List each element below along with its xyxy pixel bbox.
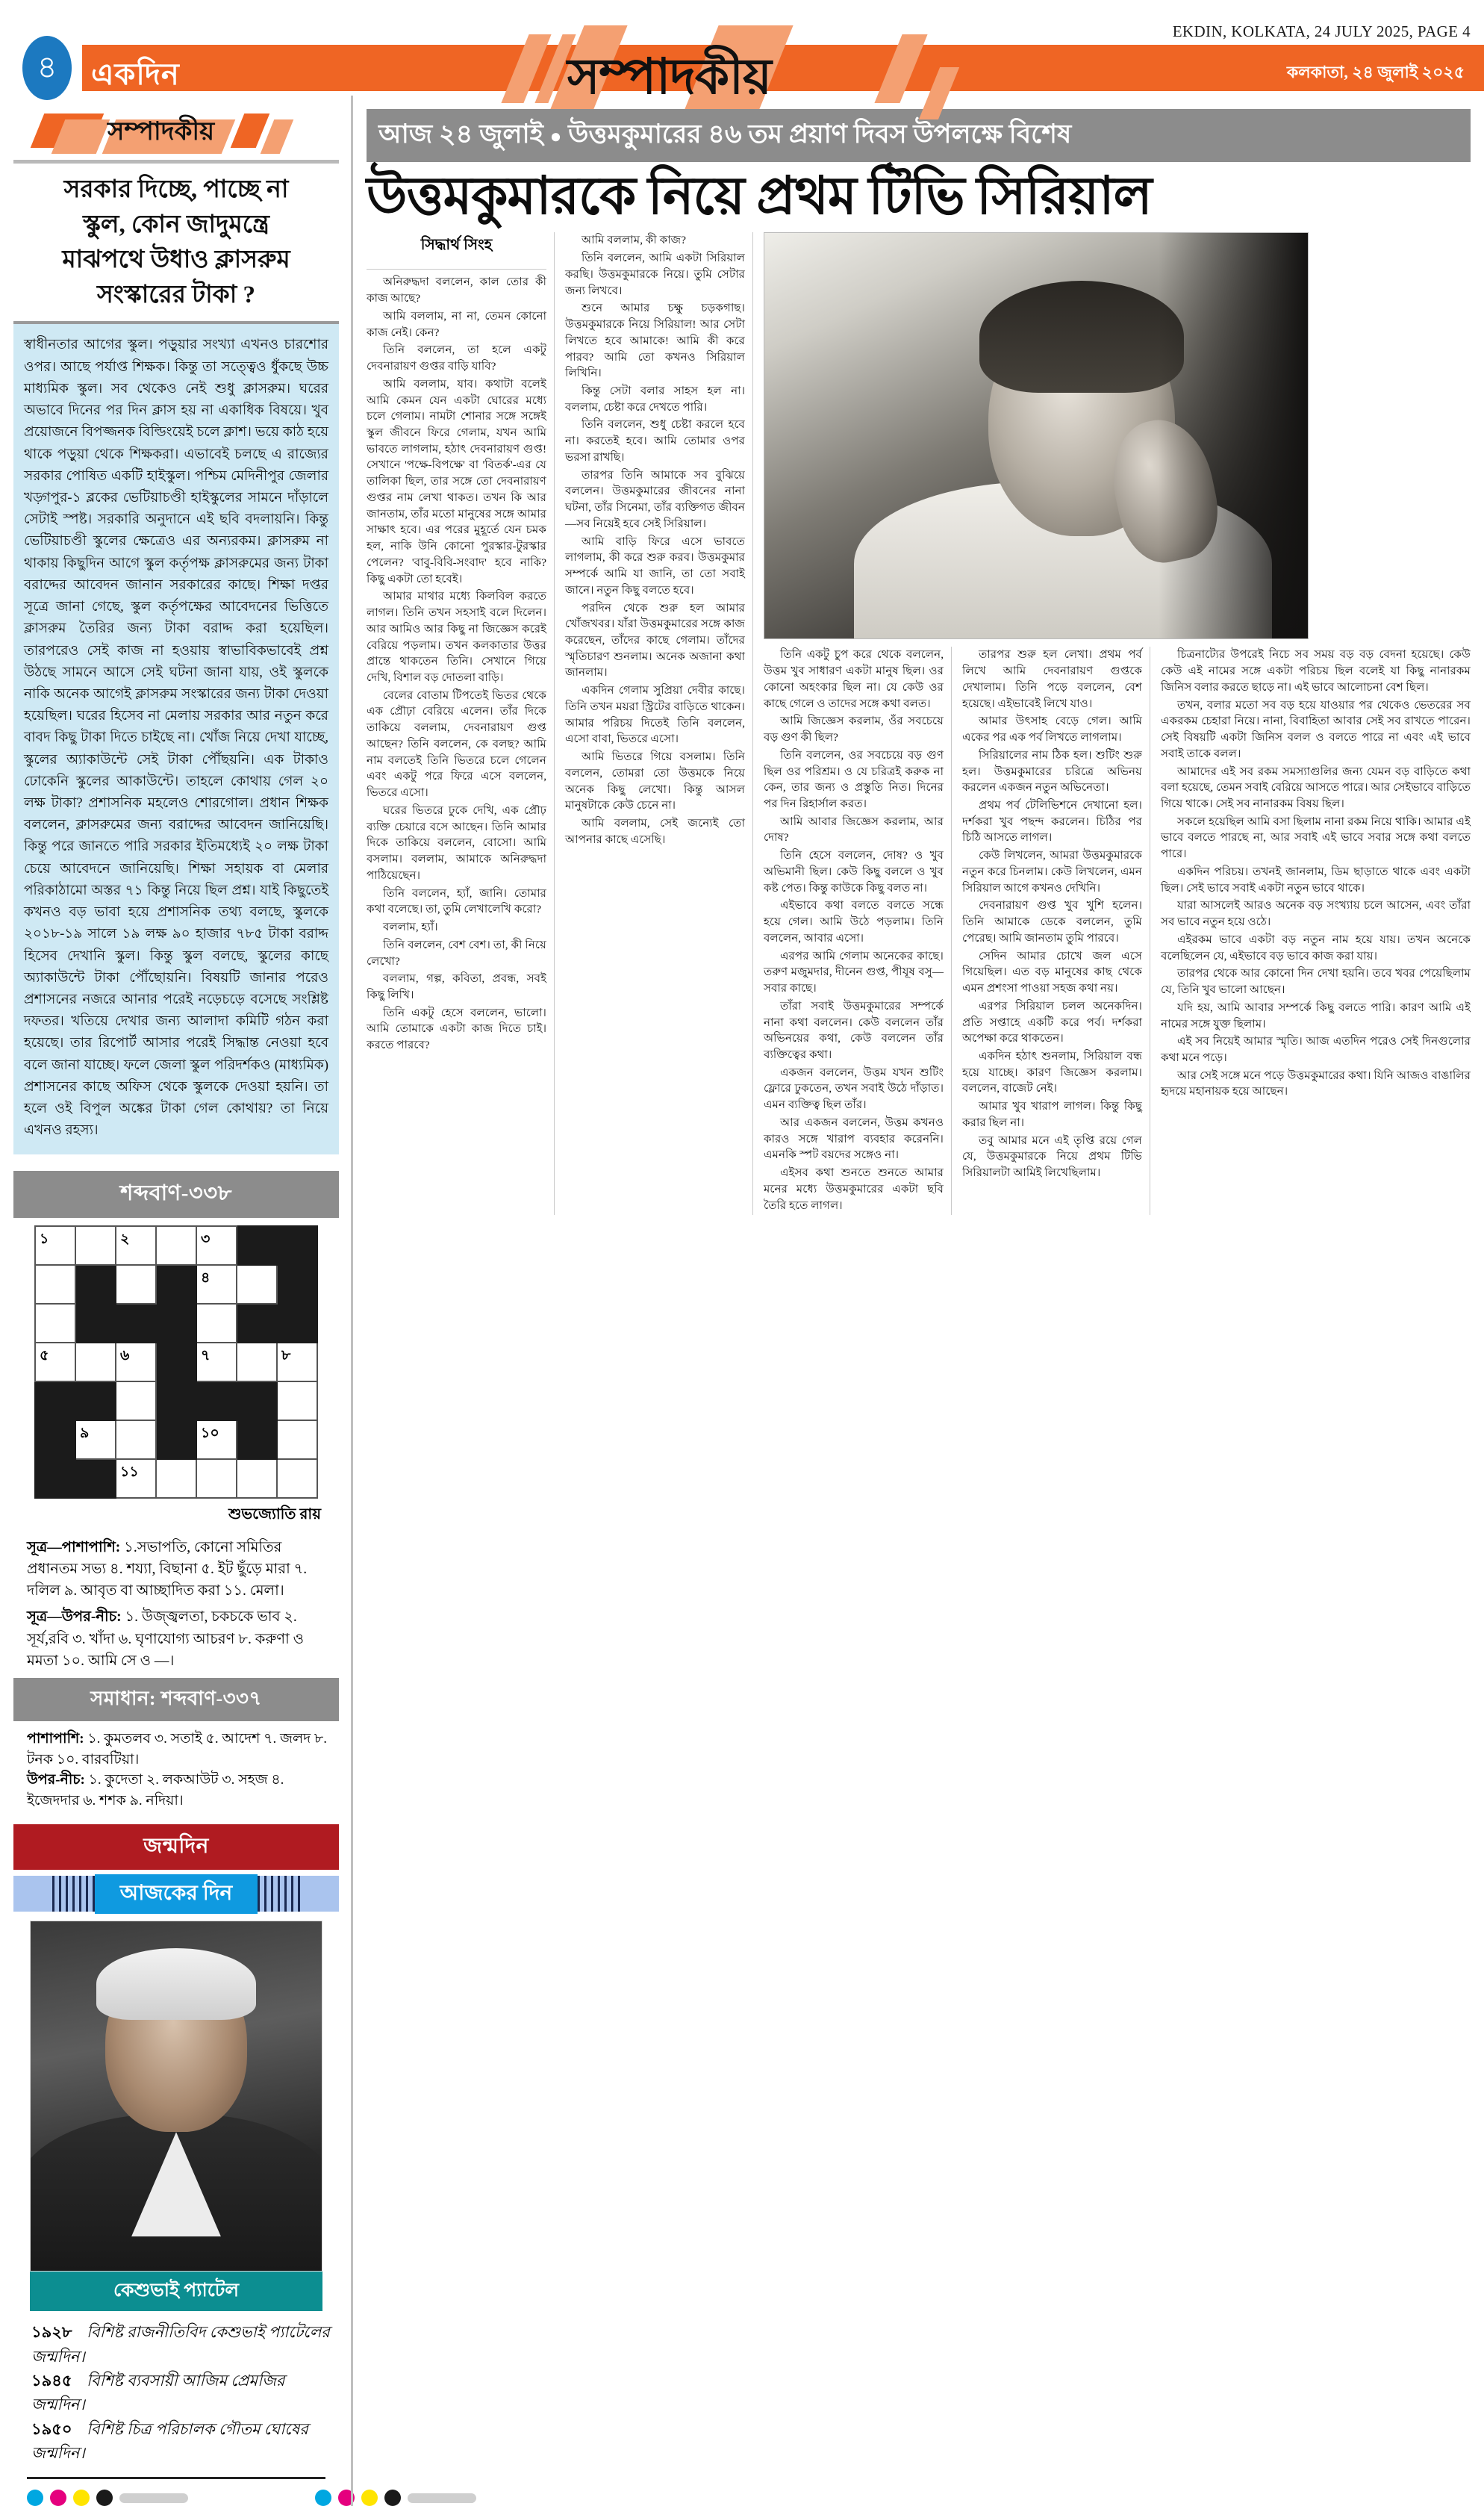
article-paragraph: তিনি বললেন, শুধু চেষ্টা করলে হবে না। করতেই হবে। আমি তোমার ওপর ভরসা রাখছি।	[565, 418, 745, 464]
editorial-headline-line-1: সরকার দিচ্ছে, পাচ্ছে না	[63, 176, 289, 203]
article-paragraph: আমি বললাম, যাব। কথাটা বলেই আমি কেমন যেন একটা ঘোরের মধ্যে চলে গেলাম। নামটা শোনার সঙ্গে সঙ্গেই স্কুল জীবনে ফিরে গেলাম, যখন আমি ভাবতে লাগলাম, হঠাৎ দেবনারায়ণ গুপ্ত! সেখানে 'পক্ষে-বিপক্ষে' বা 'বিতর্ক'-এর যে তালিকা ছিল, তার সঙ্গে তো দেবনারায়ণ গুপ্তর নাম লেখা থাকত। তখন কি আর জানতাম, তাঁর মতো মানুষের সঙ্গে আমার সাক্ষাৎ হবে। এর পরের মুহূর্তে যেন চমক হল, নাকি উনি কোনো পুরস্কার-টুরস্কার পেলেন? 'বাবু-বিবি-সংবাদ' হবে নাকি? কিছু একটা তো হবেই।	[367, 377, 546, 585]
crossword-row	[35, 1304, 317, 1343]
article-paragraph: আমি বাড়ি ফিরে এসে ভাবতে লাগলাম, কী করে শুরু করব। উত্তমকুমার সম্পর্কে আমি যা জানি, তা তো সবাই জানে। নতুন কিছু বলতে হবে।	[565, 535, 745, 597]
article-column-2	[565, 232, 753, 1215]
editorial-headline-line-3: মাঝপথে উধাও ক্লাসরুম	[62, 246, 290, 273]
article-paragraph: সকলে হয়েছিল আমি বসা ছিলাম নানা রকম নিয়ে থাকি। আমার এই ভাবে বলতে পারছে না, আর সবাই এই ভাবে সবার সঙ্গে কথা বলতে পারে।	[1161, 815, 1471, 861]
crossword-cell-number	[278, 1460, 317, 1461]
magenta-dot-icon	[50, 2490, 66, 2506]
article-paragraph: আমি বললাম, কী কাজ?	[582, 234, 686, 247]
crossword-cell[interactable]	[196, 1226, 237, 1265]
crossword-cell-blocked	[116, 1304, 156, 1343]
section-title: সম্পাদকীয়	[567, 50, 771, 105]
portrait-hair	[96, 1948, 256, 2020]
article-paragraph: আমার মাথার মধ্যে কিলবিল করতে লাগল। তিনি তখন সহসাই বলে দিলেন। আর আমিও আর কিছু না জিজ্ঞেস করেই বেরিয়ে পড়লাম। তখন কলকাতার উত্তর প্রান্তে থাকতেন তিনি। সেখানে গিয়ে দেখি, বিশাল বড় দোতলা বাড়ি।	[367, 590, 546, 685]
birthday-entry-text: বিশিষ্ট রাজনীতিবিদ কেশুভাই প্যাটেলের জন্মদিন।	[31, 2323, 330, 2366]
article-paragraph: তিনি একটু চুপ করে থেকে বললেন, উত্তম খুব সাধারণ একটা মানুষ ছিল। ওর কোনো অহংকার ছিল না। যে কেউ ওর কাছে গেলে ও তাদের সঙ্গে কথা বলত।	[764, 648, 944, 710]
crossword-cell-number: ২	[120, 1231, 130, 1247]
article-column-4-text	[962, 647, 1142, 1181]
clues-down-label: সূত্র—উপর-নীচ:	[27, 1609, 122, 1626]
article-paragraph: আমি আবার জিজ্ঞেস করলাম, আর দোষ?	[764, 815, 944, 845]
birthday-entry	[31, 2320, 331, 2369]
article-paragraph: প্রথম পর্ব টেলিভিশনে দেখানো হল। দর্শকরা খুব পছন্দ করলেন। চিঠির পর চিঠি আসতে লাগল।	[962, 799, 1142, 845]
article-paragraph: তারপর শুরু হল লেখা। প্রথম পর্ব লিখে আমি দেবনারায়ণ গুপ্তকে দেখালাম। তিনি পড়ে বললেন, বেশ হয়েছে। এইভাবেই লিখে যাও।	[962, 648, 1142, 710]
feature-headline: উত্তমকুমারকে নিয়ে প্রথম টিভি সিরিয়াল	[367, 168, 1152, 226]
feature-kicker	[367, 109, 1471, 162]
article-paragraph: পরদিন থেকে শুরু হল আমার খোঁজখবর। যাঁরা উত্তমকুমারের সঙ্গে কাজ করেছেন, তাঁদের কাছে গেলাম। তাঁদের স্মৃতিচারণ শুনলাম। অনেক অজানা কথা জানলাম।	[565, 601, 745, 680]
byline-rule	[367, 269, 546, 270]
article-paragraph: তিনি বললেন, ওর সবচেয়ে বড় গুণ ছিল ওর পরিশ্রম। ও যে চরিত্রই করুক না কেন, তার জন্য ও প্রস্তুতি নিত। দিনের পর দিন রিহার্সাল করত।	[764, 748, 944, 810]
solution-title-bar: সমাধান: শব্দবাণ-৩৩৭	[13, 1678, 339, 1721]
crossword-cell-number: ৮	[281, 1347, 291, 1364]
article-column-3	[764, 647, 952, 1215]
crossword-cell-number	[278, 1421, 317, 1423]
crossword-cell-blocked	[156, 1420, 196, 1459]
crossword-cell-number	[197, 1460, 236, 1461]
article-paragraph: আর একজন বললেন, উত্তম কখনও কারও সঙ্গে খারাপ ব্যবহার করেননি। এমনকি স্পট বয়দের সঙ্গেও না।	[764, 1116, 944, 1162]
crossword-cell-blocked	[35, 1420, 75, 1459]
crossword-cell-number: ১১	[120, 1464, 139, 1480]
crossword-row	[35, 1226, 317, 1265]
article-paragraph: তখন, বলার মতো সব বড় হয়ে যাওয়ার পর থেকেও ভেতরের সব একরকম চেহারা নিয়ে। নানা, বিবাহিতা আবার সেই সব রাখতে পারেন। সেই বিষয়টি একটা জিনিস বলল ও বলতে পারে না এবং এই ভাবে সবাই তাকে বলল।	[1161, 698, 1471, 760]
page-body	[0, 96, 1484, 2506]
crossword-cell-blocked	[156, 1304, 196, 1343]
masthead-orange-bar	[82, 45, 1484, 91]
article-paragraph: তিনি বললেন, তা হলে একটু দেবনারায়ণ গুপ্তর বাড়ি যাবি?	[367, 343, 546, 373]
article-right-block	[764, 232, 1471, 1215]
crossword-cell-number: ৩	[201, 1231, 211, 1247]
kicker-rest: উত্তমকুমারের ৪৬ তম প্রয়াণ দিবস উপলক্ষে বিশেষ	[568, 119, 1072, 149]
crossword-cell[interactable]	[75, 1420, 116, 1459]
page-number-badge	[22, 36, 72, 100]
crossword-cell[interactable]	[75, 1226, 116, 1265]
crossword-cell[interactable]	[116, 1265, 156, 1304]
crossword-row	[35, 1381, 317, 1420]
crossword-cell-number	[76, 1343, 115, 1345]
crossword-cell-number	[36, 1305, 75, 1306]
clues-across-text: ১.সভাপতি, কোনো সমিতির প্রধানতম সভ্য ৪. শয্যা, বিছানা ৫. ইট ছুঁড়ে মারা ৭. দলিল ৯. আবৃত বা আচ্ছাদিত করা ১১. মেলা।	[27, 1539, 308, 1599]
article-columns	[367, 232, 1471, 1215]
crossword-cell-blocked	[237, 1420, 277, 1459]
crossword-cell-blocked	[156, 1343, 196, 1381]
crossword-cell-number	[116, 1382, 155, 1384]
article-paragraph: আমাদের এই সব রকম সমস্যাগুলির জন্য যেমন বড় বাড়িতে কথা বলা হয়েছে, তেমন সবাই বেরিয়ে আসতে পারে। আর সেইভাবে বাড়িতে গিয়ে থাকে। সেই সব নানারকম বিষয় ছিল।	[1161, 765, 1471, 810]
yellow-dot-icon	[73, 2490, 90, 2506]
crossword-cell[interactable]	[116, 1381, 156, 1420]
article-column-5	[1161, 647, 1471, 1215]
birthday-entry	[31, 2369, 331, 2417]
article-paragraph: বললাম, গল্প, কবিতা, প্রবন্ধ, সবই কিছু লিখি।	[367, 972, 546, 1001]
crossword-cell-number: ৭	[201, 1347, 211, 1364]
crossword-cell-blocked	[237, 1381, 277, 1420]
clues-across-label: সূত্র—পাশাপাশি:	[27, 1539, 121, 1555]
article-lower-columns	[764, 647, 1471, 1215]
crossword-row	[35, 1343, 317, 1381]
article-paragraph: কিন্তু সেটা বলার সাহস হল না। বললাম, চেষ্টা করে দেখতে পারি।	[565, 385, 745, 414]
solution-down	[27, 1770, 333, 1811]
crossword-cell[interactable]	[277, 1381, 317, 1420]
article-paragraph: চিত্রনাট্যের উপরেই নিচে সব সময় বড় বড় বেদনা হয়েছে। কেউ কেউ এই নামের সঙ্গে একটা পরিচয় ছিল বলেই যা কিছু নানারকম জিনিস বলার করতে ছাড়ে না। এই ভাবে আলোচনা বেশ ছিল।	[1161, 648, 1471, 694]
article-paragraph: একজন বললেন, উত্তম যখন শুটিং ফ্লোরে ঢুকতেন, তখন সবাই উঠে দাঁড়াত। এমন ব্যক্তিত্ব ছিল তাঁর।	[764, 1066, 944, 1112]
birthday-entry-text: বিশিষ্ট চিত্র পরিচালক গৌতম ঘোষের জন্মদিন।	[31, 2419, 308, 2462]
crossword-cell-number	[116, 1421, 155, 1423]
article-paragraph: একদিন পরিচয়। তখনই জানলাম, ডিম ছাড়াতে থাকে এবং একটা ছিল। সেই ভাবে সবাই একটা নতুন ভাবে থাকে।	[1161, 865, 1471, 895]
crossword-title-bar: শব্দবাণ-৩৩৮	[13, 1171, 339, 1218]
today-label: আজকের দিন	[95, 1874, 258, 1914]
today-strip	[13, 1876, 339, 1912]
crossword-cell[interactable]	[75, 1343, 116, 1381]
crossword-cell[interactable]	[277, 1420, 317, 1459]
article-column-4	[962, 647, 1150, 1215]
article-paragraph: বললাম, হ্যাঁ।	[383, 921, 438, 934]
solution-across-label: পাশাপাশি:	[27, 1731, 84, 1747]
crossword-cell[interactable]	[196, 1343, 237, 1381]
article-paragraph: ঘরের ভিতরে ঢুকে দেখি, এক প্রৌঢ় ব্যক্তি চেয়ারে বসে আছেন। তিনি আমার দিকে তাকিয়ে বললেন, বোসো। আমি বসলাম। বললাম, আমাকে অনিরুদ্ধদা পাঠিয়েছেন।	[367, 803, 546, 882]
editorial-banner-label: সম্পাদকীয়	[107, 118, 215, 146]
birthday-entry-year: ১৯৪৫	[31, 2371, 72, 2390]
article-paragraph: আমি জিজ্ঞেস করলাম, ওঁর সবচেয়ে বড় গুণ কী ছিল?	[764, 715, 944, 744]
article-paragraph: সিরিয়ালের নাম ঠিক হল। শুটিং শুরু হল। উত্তমকুমারের চরিত্রে অভিনয় করলেন একজন নতুন অভিনেতা।	[962, 748, 1142, 795]
solution-across-text: ১. কুমতলব ৩. সতাই ৫. আদেশ ৭. জলদ ৮. টনক ১০. বারবটিয়া।	[27, 1731, 327, 1767]
clues-down-text: ১. উজ্জ্বলতা, চকচকে ভাব ২. সূর্য,রবি ৩. খাঁদা ৬. ঘৃণাযোগ্য আচরণ ৮. করুণা ও মমতা ১০. আমি সে ও —।	[27, 1609, 304, 1669]
article-paragraph: একদিন হঠাৎ শুনলাম, সিরিয়াল বন্ধ হয়ে যাচ্ছে। কারণ জিজ্ঞেস করলাম। বললেন, বাজেট নেই।	[962, 1050, 1142, 1095]
editorial-headline-line-2: স্কুল, কোন জাদুমন্ত্রে	[83, 211, 269, 238]
birthday-entry-year: ১৯৫০	[31, 2419, 72, 2438]
editorial-body-box: স্বাধীনতার আগের স্কুল। পড়ুয়ার সংখ্যা এখনও চারশোর ওপর। আছে পর্যাপ্ত শিক্ষক। কিন্তু তা সত্ত্বেও ধুঁকছে উচ্চ মাধ্যমিক স্কুল। সব থেকেও নেই শুধু ক্লাসরুম। ঘরের অভাবে দিনের পর দিন ক্লাস হয় না একাধিক বিষয়ে। খুব প্রয়োজনে বিপজ্জনক বিল্ডিংয়েই চলে ক্লাশ। ভয়ে কাঠ হয়ে থাকে পড়ুয়া থেকে শিক্ষকরা। এভাবেই চলছে এ রাজ্যের সরকার পোষিত একটি হাইস্কুল। পশ্চিম মেদিনীপুর জেলার খড়্গপুর-১ ব্লকের ভেটিয়াচণ্ডী হাইস্কুলের সামনে দাঁড়ালে সেটাই স্পষ্ট। সরকারি অনুদানে এই ছবি বদলায়নি। কিন্তু ভেটিয়াচণ্ডী স্কুলের ক্ষেত্রেও এর অন্যরকম। ক্লাসরুম না থাকায় কিছুদিন আগে স্কুল কর্তৃপক্ষ ক্লাসরুমের জন্য টাকা বরাদ্দের আবেদন জানান সরকারের কাছে। শিক্ষা দপ্তর সূত্রে জানা গেছে, স্কুল কর্তৃপক্ষের আবেদনের ভিত্তিতে ক্লাসরুম তৈরির জন্য টাকা বরাদ্দ করা হয়েছিল। তারপরেও সেই কাজ না হওয়ায় স্বাভাবিকভাবেই প্রশ্ন উঠছে সামনে আসে সেই ঘটনা জানা যায়, ওই স্কুলকে নাকি অনেক আগেই ক্লাসরুম সংস্কারের জন্য টাকা দেওয়া হয়েছিল। ঘরের হিসেব না মেলায় সরকার আর নতুন করে বাবদ কিছু টাকা দিতে চাইছে না। খোঁজ নিয়ে দেখা যাচ্ছে, স্কুলের অ্যাকাউন্টে সেই টাকা পৌঁছয়নি। এক টাকাও ঢোকেনি স্কুলের আকাউন্টে। তাহলে কোথায় গেল ২০ লক্ষ টাকা? প্রশাসনিক মহলেও শোরগোল। প্রধান শিক্ষক বললেন, ক্লাসরুমের জন্য বরাদ্দের আবেদন জানিয়েছি। কিন্তু পরে জানতে পারি সরকার ইতিমধ্যেই ২০ লক্ষ টাকা চেয়ে আবেদনে জানিয়েছি। শিক্ষা সহায়ক বা মেলার পরিকাঠামো অস্তর ৭১ কিন্তু নিয়ে ছিল প্রশ্ন। যাই কিছুতেই কখনও বড় ভাবা হয়ে প্রশাসনিক তথ্য বলছে, স্কুলকে ২০১৮-১৯ সালে ১৯ লক্ষ ৯০ হাজার ৭৮৫ টাকা বরাদ্দ হিসেব দেখানি স্কুল। কিন্তু স্কুল বলছে, স্কুলের কাছে অ্যাকাউন্টে টাকা পৌঁছোয়নি। বিষয়টি জানার পরেও প্রশাসনের নজরে আনার পরেই নড়েচড়ে বসেছে সংশ্লিষ্ট দফতর। খতিয়ে দেখার জন্য আলাদা কমিটি গঠন করা হয়েছে। তার রিপোর্ট আসার পরেই সিদ্ধান্ত নেওয়া হবে বলে জানা যাচ্ছে। ফলে জেলা স্কুল পরিদর্শকও (মাধ্যমিক) প্রশাসনের কাছে অফিস থেকে স্কুলকে দেওয়া হয়নি। তা হলে ওই বিপুল অঙ্কের টাকা গেল কোথায়? তা নিয়ে এখনও রহস্য।	[13, 321, 339, 1154]
solution-down-text: ১. কুদেতা ২. লকআউট ৩. সহজ ৪. ইজেদদার ৬. শশক ৯. নদিয়া।	[27, 1772, 284, 1809]
masthead	[0, 0, 1484, 105]
crossword-cell-blocked	[75, 1459, 116, 1498]
article-paragraph: আমার খুব খারাপ লাগল। কিন্তু কিছু করার ছিল না।	[962, 1100, 1142, 1129]
crossword-cell[interactable]	[156, 1459, 196, 1498]
solution-across	[27, 1729, 333, 1770]
birthday-entry	[31, 2417, 331, 2466]
photo-background-shade	[1159, 233, 1308, 638]
birthday-entry-text: বিশিষ্ট ব্যবসায়ী আজিম প্রেমজির জন্মদিন।	[31, 2371, 285, 2414]
masthead-bengali-dateline: কলকাতা, ২৪ জুলাই ২০২৫	[1286, 63, 1465, 81]
cyan-dot-icon	[27, 2490, 43, 2506]
crossword-cell[interactable]	[277, 1343, 317, 1381]
article-paragraph: দেবনারায়ণ গুপ্ত খুব খুশি হলেন। তিনি আমাকে ডেকে বললেন, তুমি পেরেছ। আমি জানতাম তুমি পারবে।	[962, 899, 1142, 945]
article-paragraph: এই সব নিয়েই আমার স্মৃতি। আজ এতদিন পরেও সেই দিনগুলোর কথা মনে পড়ে।	[1161, 1035, 1471, 1065]
crossword-cell-blocked	[277, 1265, 317, 1304]
article-paragraph: তিনি বললেন, হ্যাঁ, জানি। তোমার কথা বলেছে। তা, তুমি লেখালেখি করো?	[367, 886, 546, 916]
article-paragraph: আমি বললাম, না না, তেমন কোনো কাজ নেই। কেন?	[367, 309, 546, 339]
masthead-english-dateline: EKDIN, KOLKATA, 24 JULY 2025, PAGE 4	[1172, 22, 1471, 40]
article-paragraph: এরপর আমি গেলাম অনেকের কাছে। তরুণ মজুমদার, দীনেন গুপ্ত, পীযূষ বসু—সবার কাছে।	[764, 949, 944, 995]
clues-across	[27, 1537, 333, 1602]
article-paragraph: সেদিন আমার চোখে জল এসে গিয়েছিল। এত বড় মানুষের কাছ থেকে এমন প্রশংসা পাওয়া সহজ কথা নয়।	[962, 949, 1142, 995]
clues-down	[27, 1606, 333, 1672]
crossword-cell-blocked	[277, 1226, 317, 1265]
crossword-author: শুভজ্যোতি রায়	[228, 1505, 321, 1523]
birthday-portrait-photo	[30, 1921, 322, 2272]
crossword-cell-blocked	[35, 1381, 75, 1420]
article-paragraph: অনিরুদ্ধদা বললেন, কাল তোর কী কাজ আছে?	[367, 276, 546, 305]
article-paragraph: তাঁরা সবাই উত্তমকুমারের সম্পর্কে নানা কথা বললেন। কেউ বললেন তাঁর অভিনয়ের কথা, কেউ বললেন তাঁর ব্যক্তিত্বের কথা।	[764, 999, 944, 1062]
article-paragraph: এইরকম ভাবে একটা বড় নতুন নাম হয়ে যায়। তখন অনেকে বলেছিলেন যে, এইভাবে বড় ভাবে কাজ করা যায়।	[1161, 933, 1471, 963]
crossword-cell-blocked	[237, 1226, 277, 1265]
crossword-cell-number: ৪	[201, 1269, 211, 1286]
article-paragraph: আমি বললাম, সেই জন্যেই তো আপনার কাছে এসেছি।	[565, 817, 745, 846]
reg-group-left	[27, 2490, 188, 2506]
article-paragraph: তিনি একটু হেসে বললেন, ভালো। আমি তোমাকে একটা কাজ দিতে চাই। করতে পারবে?	[367, 1006, 546, 1052]
crossword-row	[35, 1420, 317, 1459]
crossword-cell-number	[237, 1266, 276, 1267]
crossword-cell-number	[76, 1227, 115, 1228]
kicker-bullet-icon: ●	[549, 125, 562, 147]
article-paragraph: এরপর সিরিয়াল চলল অনেকদিন। প্রতি সপ্তাহে একটি করে পর্ব। দর্শকরা অপেক্ষা করে থাকতেন।	[962, 999, 1142, 1045]
crossword-cell[interactable]	[277, 1459, 317, 1498]
crossword-cell-blocked	[35, 1459, 75, 1498]
crossword-solution	[13, 1721, 339, 1817]
article-paragraph: এইসব কথা শুনতে শুনতে আমার মনের মধ্যে উত্তমকুমারের একটা ছবি তৈরি হতে লাগল।	[764, 1166, 944, 1212]
editorial-headline	[13, 172, 339, 321]
crossword-cell-number: ১	[40, 1231, 49, 1247]
crossword-cell[interactable]	[237, 1459, 277, 1498]
crossword-clues	[13, 1528, 339, 1673]
crossword-cell-blocked	[196, 1381, 237, 1420]
article-paragraph: বেলের বোতাম টিপতেই ভিতর থেকে এক প্রৌঢ়া বেরিয়ে এলেন। তাঁর দিকে তাকিয়ে বললাম, দেবনারায়ণ গুপ্ত আছেন? তিনি বললেন, কে বলছ? আমি নাম বলতেই তিনি ভিতরে চলে গেলেন এবং একটু পরে ফিরে এসে বললেন, ভিতরে এসো।	[367, 688, 546, 800]
kicker-date: আজ ২৪ জুলাই	[378, 119, 543, 149]
article-column-2-text	[565, 232, 745, 848]
crossword-cell[interactable]	[196, 1420, 237, 1459]
crossword-cell-number	[36, 1266, 75, 1267]
article-paragraph: শুনে আমার চক্ষু চড়কগাছ। উত্তমকুমারকে নিয়ে সিরিয়াল! আর সেটা লিখতে হবে আমাকে! আমি কী করে পারব? আমি তো কখনও সিরিয়াল লিখিনি।	[565, 302, 745, 380]
crossword-cell-number	[197, 1305, 236, 1306]
crossword-cell-number: ৫	[40, 1347, 49, 1364]
article-paragraph: যদি হয়, আমি আবার সম্পর্কে কিছু বলতে পারি। কারণ আমি এই নামের সঙ্গে যুক্ত ছিলাম।	[1161, 1001, 1471, 1030]
article-paragraph: তারপর থেকে আর কোনো দিন দেখা হয়নি। তবে খবর পেয়েছিলাম যে, তিনি খুব ভালো আছেন।	[1161, 967, 1471, 997]
article-paragraph: এইভাবে কথা বলতে বলতে সন্ধে হয়ে গেল। আমি উঠে পড়লাম। তিনি বললেন, আবার এসো।	[764, 899, 944, 945]
crossword-cell[interactable]	[35, 1304, 75, 1343]
photo-hair	[979, 281, 1184, 393]
uttam-kumar-photo	[764, 232, 1309, 639]
black-dot-icon	[96, 2490, 113, 2506]
crossword-grid[interactable]	[34, 1225, 318, 1499]
article-column-3-text	[764, 647, 944, 1213]
crossword-cell[interactable]	[237, 1343, 277, 1381]
crossword-cell[interactable]	[237, 1265, 277, 1304]
crossword-cell[interactable]	[196, 1304, 237, 1343]
crossword-cell[interactable]	[196, 1265, 237, 1304]
article-column-1	[367, 232, 555, 1215]
crossword-cell-blocked	[237, 1304, 277, 1343]
article-column-1-text	[367, 274, 546, 1054]
crossword-cell-number	[157, 1460, 196, 1461]
birthday-entries	[13, 2311, 339, 2465]
registration-marks	[13, 2479, 339, 2506]
solution-down-label: উপর-নীচ:	[27, 1772, 85, 1788]
crossword-cell-number: ৬	[120, 1347, 130, 1364]
crossword-cell-number: ১০	[201, 1425, 219, 1441]
crossword-cell[interactable]	[116, 1420, 156, 1459]
page-number-text: ৪	[37, 51, 57, 85]
crossword-cell-number	[278, 1382, 317, 1384]
crossword-grid-wrap	[13, 1218, 339, 1499]
article-paragraph: আমার উৎসাহ বেড়ে গেল। আমি একের পর এক পর্ব লিখতে লাগলাম।	[962, 715, 1142, 744]
article-paragraph: তিনি হেসে বললেন, দোষ? ও খুব অভিমানী ছিল। কেউ কিছু বললে ও খুব কষ্ট পেত। কিন্তু কাউকে কিছু বলত না।	[764, 849, 944, 895]
crossword-cell[interactable]	[116, 1459, 156, 1498]
birthday-title-bar: জন্মদিন	[13, 1824, 339, 1870]
article-paragraph: আমি ভিতরে গিয়ে বসলাম। তিনি বললেন, তোমরা তো উত্তমকে নিয়ে অনেক কিছু লেখো। কিন্তু আসল মানুষটাকে কেউ চেনে না।	[565, 750, 745, 812]
crossword-cell-blocked	[156, 1265, 196, 1304]
crossword-cell[interactable]	[116, 1343, 156, 1381]
crossword-cell[interactable]	[35, 1265, 75, 1304]
crossword-cell-blocked	[75, 1304, 116, 1343]
article-paragraph: তিনি বললেন, বেশ বেশ। তা, কী নিয়ে লেখো?	[367, 938, 546, 968]
crossword-cell-blocked	[75, 1265, 116, 1304]
crossword-cell-number	[116, 1266, 155, 1267]
crossword-cell[interactable]	[35, 1343, 75, 1381]
crossword-cell-blocked	[277, 1304, 317, 1343]
article-byline: সিদ্ধার্থ সিংহ	[420, 237, 493, 254]
crossword-cell-blocked	[156, 1381, 196, 1420]
birthday-entry-year: ১৯২৮	[31, 2323, 72, 2342]
article-paragraph: আর সেই সঙ্গে মনে পড়ে উত্তমকুমারের কথা। যিনি আজও বাঙালির হৃদয়ে মহানায়ক হয়ে আছেন।	[1161, 1069, 1471, 1098]
article-paragraph: একদিন গেলাম সুপ্রিয়া দেবীর কাছে। তিনি তখন ময়রা স্ট্রিটের বাড়িতে থাকেন। আমার পরিচয় দিতেই তিনি বললেন, এসো বাবা, ভিতরে এসো।	[565, 684, 745, 746]
article-paragraph: তারপর তিনি আমাকে সব বুঝিয়ে বললেন। উত্তমকুমারের জীবনের নানা ঘটনা, তাঁর সিনেমা, তাঁর ব্যক্তিগত জীবন—সব নিয়েই হবে সেই সিরিয়াল।	[565, 468, 745, 530]
article-paragraph: যারা আসলেই আরও অনেক বড় সংখ্যায় চলে আসেন, এবং তাঁরা সব ভাবে নতুন হয়ে ওঠে।	[1161, 899, 1471, 929]
editorial-divider	[13, 160, 339, 164]
article-paragraph: কেউ লিখলেন, আমরা উত্তমকুমারকে নতুন করে চিনলাম। কেউ লিখলেন, এমন সিরিয়াল আগে কখনও দেখিনি।	[962, 849, 1142, 895]
grey-bar-icon	[119, 2493, 188, 2503]
main-article	[351, 96, 1471, 2506]
crossword-cell[interactable]	[35, 1226, 75, 1265]
crossword-cell-number	[157, 1227, 196, 1228]
crossword-row	[35, 1459, 317, 1498]
crossword-cell[interactable]	[156, 1226, 196, 1265]
crossword-cell[interactable]	[196, 1459, 237, 1498]
crossword-row	[35, 1265, 317, 1304]
crossword-cell-blocked	[75, 1381, 116, 1420]
editorial-banner	[13, 109, 339, 155]
crossword-cell-number	[237, 1343, 276, 1345]
crossword-cell[interactable]	[116, 1226, 156, 1265]
crossword-cell-number: ৯	[80, 1425, 90, 1441]
editorial-slash-5	[261, 119, 294, 154]
article-column-5-text	[1161, 647, 1471, 1100]
editorial-headline-line-4: সংস্কারের টাকা ?	[96, 281, 256, 308]
crossword-cell-number	[237, 1460, 276, 1461]
left-sidebar	[13, 96, 351, 2506]
cyan-dot-icon-2	[315, 2490, 331, 2506]
article-paragraph: তিনি বললেন, আমি একটা সিরিয়াল করছি। উত্তমকুমারকে নিয়ে। তুমি সেটার জন্য লিখবে।	[565, 252, 745, 297]
article-paragraph: তবু আমার মনে এই তৃপ্তি রয়ে গেল যে, উত্তমকুমারকে নিয়ে প্রথম টিভি সিরিয়ালটা আমিই লিখেছিলাম।	[962, 1134, 1142, 1180]
birthday-photo-caption: কেশুভাই প্যাটেল	[30, 2272, 322, 2311]
brand-logo: একদিন	[91, 57, 180, 91]
